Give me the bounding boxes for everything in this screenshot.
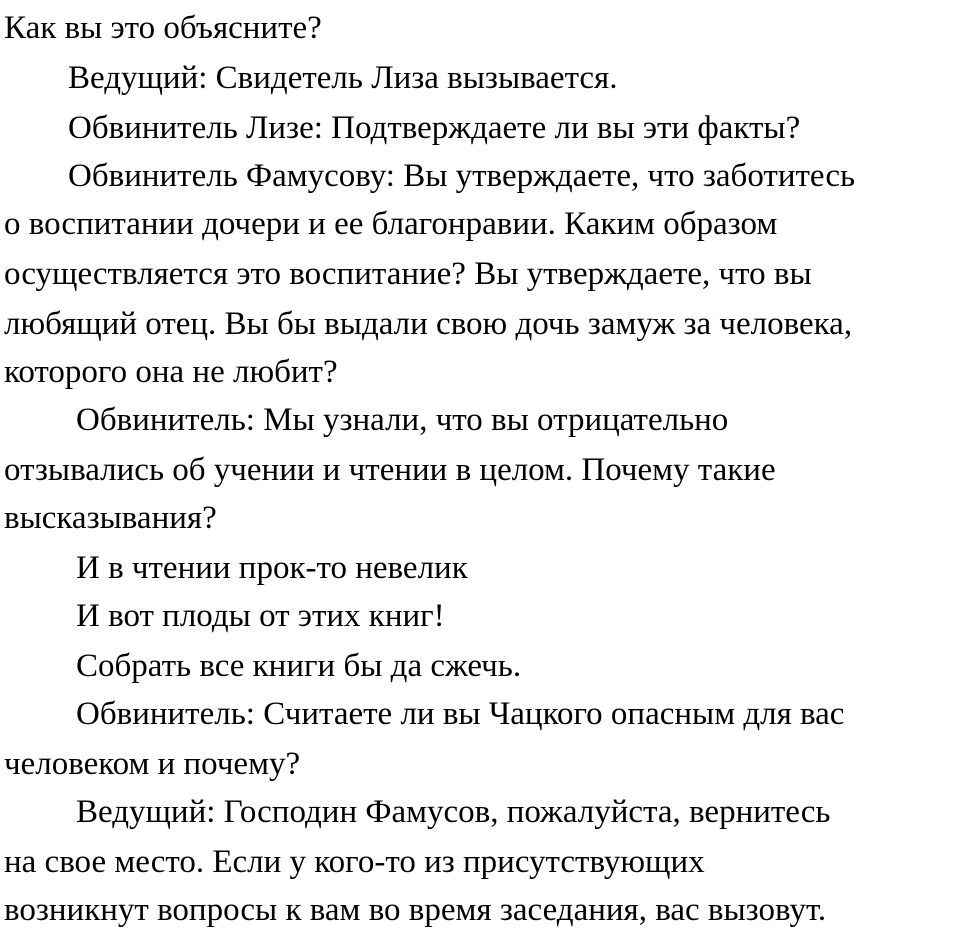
text-line: Ведущий: Свидетель Лиза вызывается.	[68, 60, 618, 96]
text-line: на свое место. Если у кого-то из присутствующих	[4, 844, 705, 880]
text-line: возникнут вопросы к вам во время заседания, вас вызовут.	[4, 892, 827, 928]
text-line: о воспитании дочери и ее благонравии. Каким образом	[4, 206, 778, 242]
text-line: Обвинитель Лизе: Подтверждаете ли вы эти факты?	[68, 110, 801, 146]
text-line: Обвинитель: Считаете ли вы Чацкого опасным для вас	[76, 696, 845, 732]
text-line: осуществляется это воспитание? Вы утверждаете, что вы	[4, 256, 812, 292]
text-line: Собрать все книги бы да сжечь.	[76, 648, 522, 684]
text-line: И в чтении прок-то невелик	[76, 550, 468, 586]
text-line: И вот плоды от этих книг!	[76, 598, 445, 634]
text-line: отзывались об учении и чтении в целом. Почему такие	[4, 452, 776, 488]
text-line: Обвинитель: Мы узнали, что вы отрицательно	[76, 402, 729, 438]
text-line: любящий отец. Вы бы выдали свою дочь замуж за человека,	[4, 306, 853, 342]
text-line: человеком и почему?	[4, 746, 301, 782]
text-line: высказывания?	[4, 500, 217, 536]
text-line: которого она не любит?	[4, 354, 338, 390]
text-line: Ведущий: Господин Фамусов, пожалуйста, вернитесь	[76, 794, 831, 830]
text-line: Как вы это объясните?	[4, 10, 322, 46]
text-line: Обвинитель Фамусову: Вы утверждаете, что заботитесь	[68, 158, 856, 194]
